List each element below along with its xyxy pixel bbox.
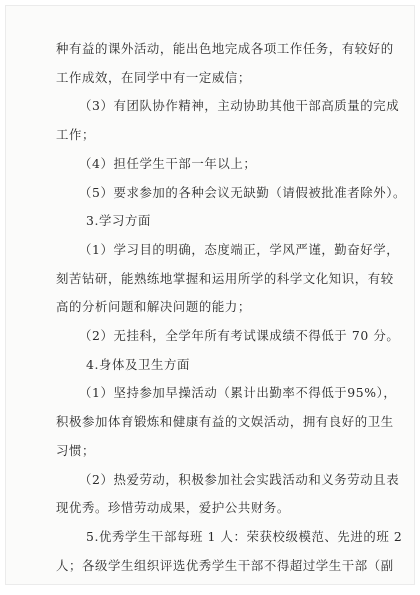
- document-body: [6, 6, 414, 584]
- text-line: 现优秀。珍惜劳动成果，爱护公共财务。: [56, 500, 290, 516]
- text-line: （5）要求参加的各种会议无缺勤（请假被批准者除外）。: [79, 184, 407, 200]
- section-heading-study: 3.学习方面: [86, 213, 151, 229]
- text-line: （1）学习目的明确，态度端正，学风严谨，勤奋好学，: [79, 241, 400, 257]
- text-line: 工作成效，在同学中有一定威信；: [56, 69, 251, 85]
- text-line: 工作；: [56, 127, 95, 143]
- text-line: 人；各级学生组织评选优秀学生干部不得超过学生干部（副: [56, 557, 394, 573]
- text-line: 高的分析问题和解决问题的能力；: [56, 299, 251, 315]
- text-line: 种有益的课外活动，能出色地完成各项工作任务，有较好的: [56, 41, 394, 56]
- document-page: [5, 5, 415, 585]
- text-line: 积极参加体育锻炼和健康有益的文娱活动，拥有良好的卫生: [56, 414, 394, 430]
- text-line: 习惯；: [56, 442, 95, 458]
- text-line: （2）无挂科，全学年所有考试课成绩不得低于 70 分。: [79, 328, 400, 343]
- section-heading-health: 4.身体及卫生方面: [86, 356, 190, 372]
- text-line: （4）担任学生干部一年以上；: [79, 155, 257, 171]
- text-line: （3）有团队协作精神，主动协助其他干部高质量的完成: [79, 98, 400, 114]
- text-line: 刻苦钻研，能熟练地掌握和运用所学的科学文化知识，有较: [56, 270, 394, 286]
- text-line: （2）热爱劳动，积极参加社会实践活动和义务劳动且表: [79, 471, 400, 487]
- text-line: （1）坚持参加早操活动（累计出勤率不得低于95%），: [79, 385, 397, 401]
- text-line: 5.优秀学生干部每班 1 人：荣获校级模范、先进的班 2: [86, 528, 403, 544]
